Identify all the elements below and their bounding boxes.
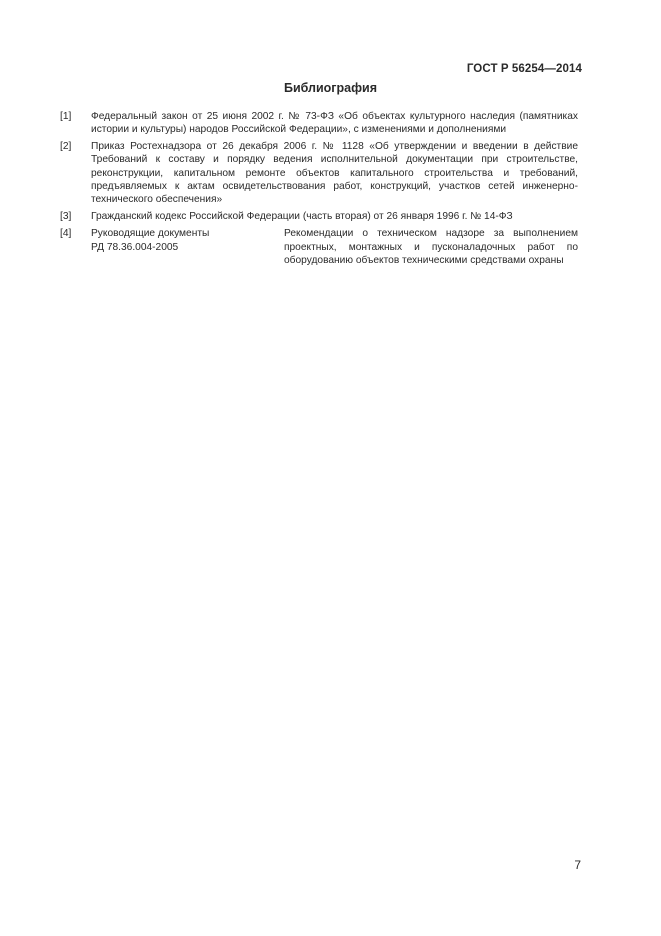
document-type-label: Руководящие документы — [91, 228, 210, 240]
entry-text: Федеральный закон от 25 июня 2002 г. № 73-ФЗ «Об объектах культурного наследия (памятниках истории и культуры) народов Российской Федерации», с изменениями и дополнениями — [91, 111, 578, 136]
bibliography-list — [60, 110, 578, 270]
bibliography-entry-2 — [60, 140, 578, 207]
bibliography-entry-1 — [60, 110, 578, 137]
entry-number: [4] — [60, 228, 72, 240]
entry-number: [1] — [60, 111, 72, 122]
bibliography-entry-4 — [60, 227, 578, 267]
entry-text: Приказ Ростехнадзора от 26 декабря 2006 г. № 1128 «Об утверждении и введении в действие Требований к составу и порядку ведения исполнительной документации при строительстве, реконструкции, капитальном ремонте объектов капитального строительства и требований, предъявляемых к актам освидетельствования работ, конструкций, участков сетей инженерно-технического обеспечения» — [91, 140, 578, 206]
document-type — [91, 227, 281, 254]
document-code: РД 78.36.004-2005 — [91, 241, 179, 253]
page-number: 7 — [574, 858, 581, 872]
document-title: Рекомендации о техническом надзоре за выполнением проектных, монтажных и пусконаладочных работ по оборудованию объектов техническими средствами охраны — [284, 228, 578, 267]
entry-text: Гражданский кодекс Российской Федерации (часть вторая) от 26 января 1996 г. № 14-ФЗ — [91, 210, 513, 222]
standard-code: ГОСТ Р 56254—2014 — [466, 63, 582, 75]
entry-number: [3] — [60, 210, 72, 222]
entry-number: [2] — [60, 140, 72, 152]
bibliography-entry-3 — [60, 210, 578, 223]
page-title: Библиография — [283, 81, 378, 95]
